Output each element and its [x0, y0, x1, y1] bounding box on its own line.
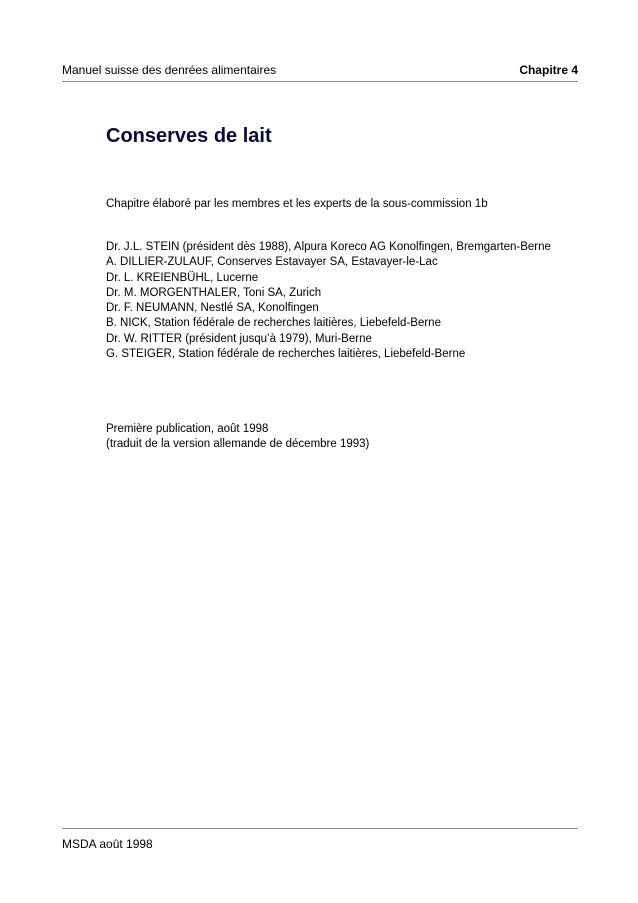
chapter-subtitle: Chapitre élaboré par les membres et les experts de la sous-commission 1b: [106, 198, 488, 210]
member-item: Dr. M. MORGENTHALER, Toni SA, Zurich: [106, 286, 322, 299]
member-item: Dr. F. NEUMANN, Nestlé SA, Konolfingen: [106, 302, 319, 315]
members-list: [106, 240, 551, 362]
member-item: G. STEIGER, Station fédérale de recherches laitières, Liebefeld-Berne: [106, 348, 466, 361]
publication-date: Première publication, août 1998: [106, 423, 269, 435]
footer-divider: [62, 828, 578, 829]
publication-info: [106, 422, 369, 453]
translation-note: (traduit de la version allemande de décembre 1993): [106, 438, 370, 451]
chapter-title: Conserves de lait: [106, 125, 272, 147]
member-item: B. NICK, Station fédérale de recherches laitières, Liebefeld-Berne: [106, 317, 441, 330]
member-item: A. DILLIER-ZULAUF, Conserves Estavayer SA, Estavayer-le-Lac: [106, 256, 438, 269]
member-item: Dr. L. KREIENBÜHL, Lucerne: [106, 271, 259, 284]
header-chapter-label: Chapitre 4: [519, 63, 578, 77]
page-header: [62, 62, 578, 78]
header-divider: [62, 81, 578, 82]
header-manual-title: Manuel suisse des denrées alimentaires: [62, 63, 277, 77]
member-item: Dr. J.L. STEIN (président dès 1988), Alpura Koreco AG Konolfingen, Bremgarten-Berne: [106, 241, 551, 253]
member-item: Dr. W. RITTER (président jusqu’à 1979), Muri-Berne: [106, 332, 372, 345]
page-footer: MSDA août 1998: [62, 837, 153, 851]
